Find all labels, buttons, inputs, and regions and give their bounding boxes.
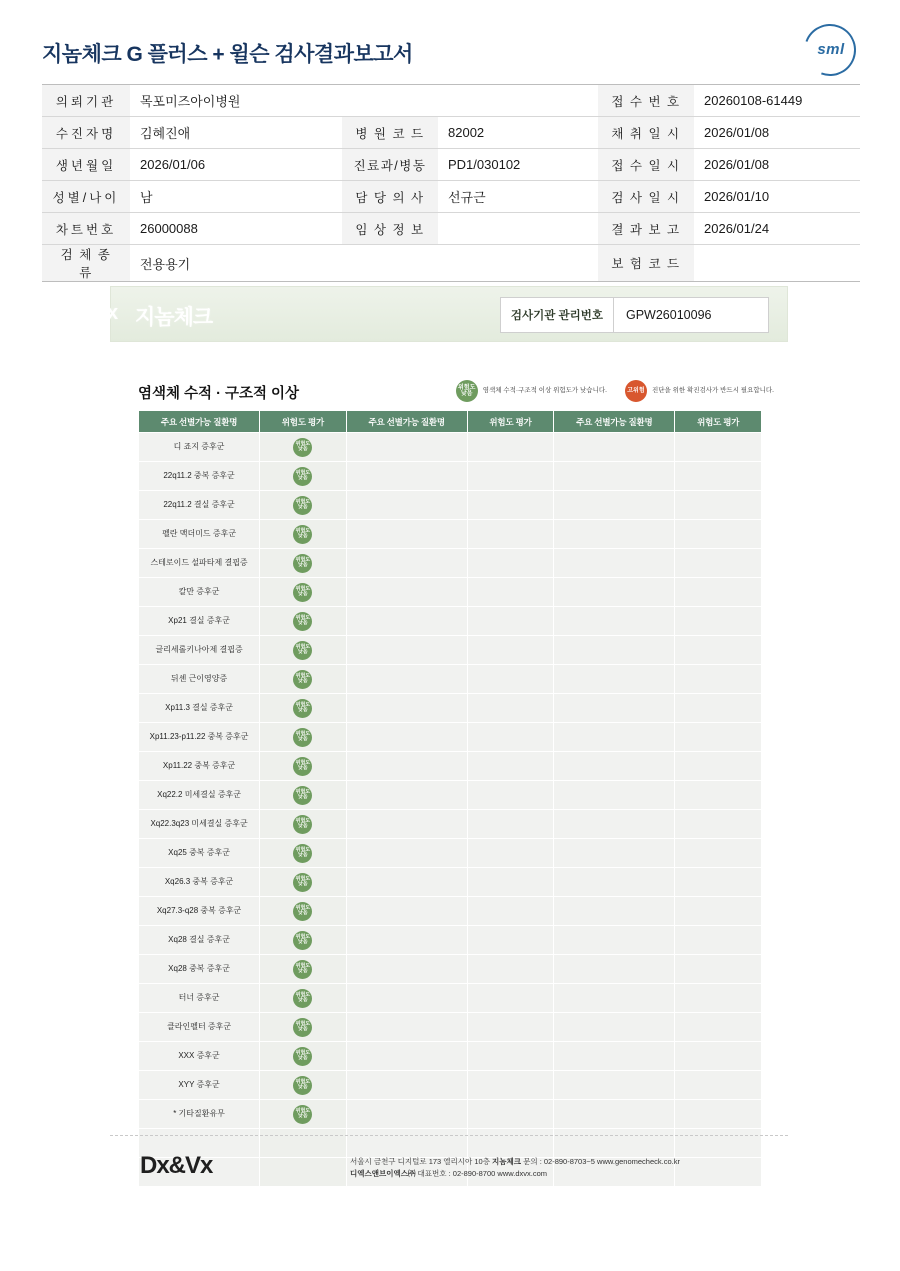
empty-cell <box>346 462 467 491</box>
table-row <box>139 636 762 665</box>
empty-cell <box>467 1071 554 1100</box>
risk-cell <box>260 1042 347 1071</box>
empty-cell <box>675 636 762 665</box>
risk-low-badge-icon: 위험도 낮음 <box>293 902 312 921</box>
empty-cell <box>346 433 467 462</box>
empty-cell <box>554 1013 675 1042</box>
risk-low-badge-icon: 위험도 낮음 <box>293 670 312 689</box>
field-label: 생년월일 <box>42 149 130 181</box>
risk-low-badge-icon: 위험도 낮음 <box>293 467 312 486</box>
risk-low-badge-icon: 위험도 낮음 <box>293 525 312 544</box>
table-row <box>42 213 860 245</box>
risk-cell <box>260 433 347 462</box>
table-header-row <box>139 411 762 433</box>
footer-company-contact: 대표번호 : 02-890-8700 www.dxvx.com <box>415 1169 547 1178</box>
field-value: 전용용기 <box>130 245 598 282</box>
column-header: 주요 선별가능 질환명 <box>346 411 467 433</box>
field-label: 병 원 코 드 <box>342 117 438 149</box>
table-row <box>139 1100 762 1129</box>
risk-low-badge-icon: 위험도 낮음 <box>293 554 312 573</box>
table-row <box>139 1013 762 1042</box>
risk-high-badge-icon: 고위험 <box>625 380 647 402</box>
table-row <box>139 1129 762 1158</box>
empty-cell <box>675 549 762 578</box>
risk-cell <box>260 781 347 810</box>
empty-cell <box>675 781 762 810</box>
footer-contact: 문의 : 02-890-8703~5 www.genomecheck.co.kr <box>523 1157 680 1166</box>
empty-cell <box>467 462 554 491</box>
risk-low-badge-icon: 위험도 낮음 <box>293 728 312 747</box>
empty-cell <box>467 607 554 636</box>
empty-cell <box>675 984 762 1013</box>
empty-cell <box>675 1013 762 1042</box>
empty-cell <box>346 723 467 752</box>
risk-low-badge-icon: 위험도 낮음 <box>293 873 312 892</box>
empty-cell <box>554 549 675 578</box>
table-row <box>139 694 762 723</box>
section-title: 염색체 수적 · 구조적 이상 <box>138 386 300 402</box>
empty-cell <box>554 1129 675 1158</box>
field-label: 진료과/병동 <box>342 149 438 181</box>
table-row <box>139 1042 762 1071</box>
footer-company: 디엑스앤브이엑스㈜ <box>350 1169 416 1178</box>
dxvx-logo: Dx&Vx <box>140 1152 213 1179</box>
empty-cell <box>554 578 675 607</box>
footer-brand-inline: 지놈체크 <box>492 1157 524 1166</box>
disease-name-cell: Xq25 중복 증후군 <box>139 839 260 868</box>
genomecheck-band <box>107 286 788 342</box>
legend-item-low <box>456 380 607 402</box>
disease-name-cell: Xp21 결실 증후군 <box>139 607 260 636</box>
risk-cell <box>260 578 347 607</box>
field-value: 82002 <box>438 117 598 149</box>
disease-name-cell: 22q11.2 결실 증후군 <box>139 491 260 520</box>
empty-cell <box>467 636 554 665</box>
risk-low-badge-icon: 위험도 낮음 <box>293 612 312 631</box>
empty-cell <box>675 1100 762 1129</box>
column-header: 위험도 평가 <box>467 411 554 433</box>
empty-cell <box>346 1071 467 1100</box>
footer-divider <box>110 1135 788 1136</box>
empty-cell <box>346 520 467 549</box>
empty-cell <box>554 897 675 926</box>
risk-cell <box>260 839 347 868</box>
risk-cell <box>260 868 347 897</box>
disease-name-cell: 터너 증후군 <box>139 984 260 1013</box>
empty-cell <box>346 752 467 781</box>
empty-cell <box>467 868 554 897</box>
empty-cell <box>346 926 467 955</box>
field-label: 임 상 정 보 <box>342 213 438 245</box>
field-value: 2026/01/08 <box>694 149 860 181</box>
empty-cell <box>554 955 675 984</box>
field-value: 남 <box>130 181 342 213</box>
empty-cell <box>346 1100 467 1129</box>
empty-cell <box>346 578 467 607</box>
table-row <box>139 462 762 491</box>
management-number-value: GPW26010096 <box>614 298 768 332</box>
risk-low-badge-icon: 위험도 낮음 <box>293 786 312 805</box>
empty-cell <box>346 549 467 578</box>
disease-name-cell: 칼만 증후군 <box>139 578 260 607</box>
field-label: 접 수 번 호 <box>598 85 694 117</box>
empty-cell <box>554 491 675 520</box>
column-header: 주요 선별가능 질환명 <box>139 411 260 433</box>
column-header: 주요 선별가능 질환명 <box>554 411 675 433</box>
table-row <box>139 781 762 810</box>
field-label: 담 당 의 사 <box>342 181 438 213</box>
empty-cell <box>346 868 467 897</box>
table-row <box>42 117 860 149</box>
risk-cell <box>260 1013 347 1042</box>
empty-cell <box>467 1100 554 1129</box>
field-label: 접 수 일 시 <box>598 149 694 181</box>
empty-cell <box>467 752 554 781</box>
empty-cell <box>467 926 554 955</box>
table-row <box>139 984 762 1013</box>
empty-cell <box>467 549 554 578</box>
genomecheck-brand-label: 지놈체크 <box>135 306 213 329</box>
risk-low-badge-icon: 위험도 낮음 <box>293 496 312 515</box>
empty-cell <box>467 578 554 607</box>
risk-low-badge-icon: 위험도 낮음 <box>293 815 312 834</box>
empty-cell <box>675 723 762 752</box>
field-label: 의뢰기관 <box>42 85 130 117</box>
table-row <box>42 181 860 213</box>
field-value <box>438 213 598 245</box>
disease-risk-table <box>138 410 762 1187</box>
empty-cell <box>467 955 554 984</box>
table-row <box>42 245 860 282</box>
empty-cell <box>467 839 554 868</box>
empty-cell <box>346 781 467 810</box>
risk-cell <box>260 897 347 926</box>
empty-cell <box>554 1071 675 1100</box>
column-header: 위험도 평가 <box>675 411 762 433</box>
empty-cell <box>675 810 762 839</box>
risk-cell <box>260 723 347 752</box>
empty-cell <box>346 1013 467 1042</box>
empty-cell <box>467 1042 554 1071</box>
risk-cell <box>260 491 347 520</box>
disease-name-cell: 22q11.2 중복 증후군 <box>139 462 260 491</box>
disease-name-cell: Xq22.2 미세결실 증후군 <box>139 781 260 810</box>
empty-cell <box>554 607 675 636</box>
empty-cell <box>675 607 762 636</box>
empty-cell <box>675 665 762 694</box>
risk-low-badge-icon: 위험도 낮음 <box>293 438 312 457</box>
field-value: 2026/01/06 <box>130 149 342 181</box>
field-label: 보 험 코 드 <box>598 245 694 282</box>
empty-cell <box>467 1129 554 1158</box>
empty-cell <box>467 984 554 1013</box>
empty-cell <box>346 810 467 839</box>
field-label: 성별/나이 <box>42 181 130 213</box>
empty-cell <box>346 665 467 694</box>
logo-text: sml <box>817 41 845 58</box>
empty-cell <box>675 433 762 462</box>
risk-cell <box>260 607 347 636</box>
empty-cell <box>467 491 554 520</box>
disease-name-cell: XXX 증후군 <box>139 1042 260 1071</box>
table-row <box>139 491 762 520</box>
disease-name-cell: Xq22.3q23 미세결실 증후군 <box>139 810 260 839</box>
risk-cell <box>260 752 347 781</box>
risk-low-badge-icon: 위험도 낮음 <box>293 1047 312 1066</box>
field-label: 검 사 일 시 <box>598 181 694 213</box>
risk-cell <box>260 636 347 665</box>
empty-cell <box>675 694 762 723</box>
empty-cell <box>675 1071 762 1100</box>
empty-cell <box>554 926 675 955</box>
risk-low-badge-icon: 위험도 낮음 <box>293 1076 312 1095</box>
empty-cell <box>675 1042 762 1071</box>
empty-cell <box>554 665 675 694</box>
empty-cell <box>467 810 554 839</box>
table-row <box>139 578 762 607</box>
column-header: 위험도 평가 <box>260 411 347 433</box>
risk-cell <box>260 984 347 1013</box>
risk-low-badge-icon: 위험도 낮음 <box>293 1105 312 1124</box>
empty-cell <box>346 955 467 984</box>
disease-name-cell: 클라인펠터 증후군 <box>139 1013 260 1042</box>
empty-cell <box>346 636 467 665</box>
empty-cell <box>346 897 467 926</box>
disease-name-cell: Xp11.3 결실 증후군 <box>139 694 260 723</box>
empty-cell <box>554 433 675 462</box>
table-row <box>139 752 762 781</box>
empty-cell <box>346 607 467 636</box>
empty-cell <box>554 781 675 810</box>
empty-cell <box>467 723 554 752</box>
empty-cell <box>554 868 675 897</box>
field-value: 김혜진애 <box>130 117 342 149</box>
table-row <box>139 868 762 897</box>
disease-name-cell: Xq27.3-q28 중복 증후군 <box>139 897 260 926</box>
empty-cell <box>346 839 467 868</box>
empty-cell <box>675 897 762 926</box>
disease-name-cell: Xp11.23-p11.22 중복 증후군 <box>139 723 260 752</box>
empty-cell <box>346 984 467 1013</box>
risk-cell <box>260 1129 347 1158</box>
field-value: 2026/01/10 <box>694 181 860 213</box>
genomecheck-brand <box>107 301 213 331</box>
empty-cell <box>675 955 762 984</box>
risk-low-badge-icon: 위험도 낮음 <box>293 641 312 660</box>
footer-info <box>350 1156 770 1180</box>
management-number-label: 검사기관 관리번호 <box>501 298 614 332</box>
empty-cell <box>675 491 762 520</box>
disease-name-cell: Xq28 중복 증후군 <box>139 955 260 984</box>
field-value: 2026/01/08 <box>694 117 860 149</box>
risk-low-badge-icon: 위험도 낮음 <box>456 380 478 402</box>
table-row <box>139 926 762 955</box>
empty-cell <box>675 462 762 491</box>
management-number-box <box>500 297 769 333</box>
empty-cell <box>675 839 762 868</box>
empty-cell <box>554 839 675 868</box>
disease-name-cell: XYY 증후군 <box>139 1071 260 1100</box>
empty-cell <box>554 1100 675 1129</box>
empty-cell <box>467 897 554 926</box>
dna-icon: x <box>107 302 118 324</box>
empty-cell <box>467 665 554 694</box>
table-row <box>139 723 762 752</box>
risk-cell <box>260 810 347 839</box>
empty-cell <box>346 1042 467 1071</box>
legend-text-high: 진단을 위한 확진검사가 반드시 필요합니다. <box>651 386 774 394</box>
field-value: 26000088 <box>130 213 342 245</box>
field-value <box>694 245 860 282</box>
risk-low-badge-icon: 위험도 낮음 <box>293 583 312 602</box>
empty-cell <box>467 520 554 549</box>
legend-text-low: 염색체 수적·구조적 이상 위험도가 낮습니다. <box>482 386 607 394</box>
risk-cell <box>260 549 347 578</box>
table-row <box>139 520 762 549</box>
risk-cell <box>260 665 347 694</box>
empty-cell <box>554 1042 675 1071</box>
field-label: 수진자명 <box>42 117 130 149</box>
patient-info-table <box>42 84 860 282</box>
empty-cell <box>675 578 762 607</box>
risk-low-badge-icon: 위험도 낮음 <box>293 844 312 863</box>
table-row <box>139 897 762 926</box>
footer-line-1 <box>350 1156 770 1168</box>
empty-cell <box>346 694 467 723</box>
disease-name-cell: Xq28 결실 증후군 <box>139 926 260 955</box>
empty-cell <box>554 694 675 723</box>
empty-cell <box>554 520 675 549</box>
field-value: 목포미즈아이병원 <box>130 85 598 117</box>
field-label: 차트번호 <box>42 213 130 245</box>
disease-name-cell: Xq26.3 중복 증후군 <box>139 868 260 897</box>
field-label: 채 취 일 시 <box>598 117 694 149</box>
empty-cell <box>554 462 675 491</box>
risk-low-badge-icon: 위험도 낮음 <box>293 757 312 776</box>
risk-cell <box>260 520 347 549</box>
empty-cell <box>675 1129 762 1158</box>
field-value: 2026/01/24 <box>694 213 860 245</box>
field-label: 검 체 종 류 <box>42 245 130 282</box>
risk-cell <box>260 955 347 984</box>
disease-name-cell: 스테로이드 설파타제 결핍증 <box>139 549 260 578</box>
empty-cell <box>675 868 762 897</box>
risk-low-badge-icon: 위험도 낮음 <box>293 960 312 979</box>
empty-cell <box>346 1129 467 1158</box>
footer-line-2 <box>350 1168 770 1180</box>
risk-low-badge-icon: 위험도 낮음 <box>293 1018 312 1037</box>
legend-item-high <box>625 380 774 402</box>
table-row <box>42 149 860 181</box>
table-row <box>139 607 762 636</box>
empty-cell <box>675 520 762 549</box>
field-label: 결 과 보 고 <box>598 213 694 245</box>
table-row <box>139 955 762 984</box>
results-panel <box>110 342 788 1142</box>
field-value: 20260108-61449 <box>694 85 860 117</box>
table-row <box>139 433 762 462</box>
empty-cell <box>675 926 762 955</box>
risk-cell <box>260 1100 347 1129</box>
table-row <box>139 549 762 578</box>
empty-cell <box>467 1013 554 1042</box>
empty-cell <box>554 636 675 665</box>
table-row <box>139 1071 762 1100</box>
risk-cell <box>260 694 347 723</box>
disease-name-cell: * 기타질환유무 <box>139 1100 260 1129</box>
empty-cell <box>554 984 675 1013</box>
empty-cell <box>467 781 554 810</box>
risk-cell <box>260 1158 347 1187</box>
table-row <box>139 839 762 868</box>
risk-low-badge-icon: 위험도 낮음 <box>293 699 312 718</box>
empty-cell <box>554 752 675 781</box>
page-title: 지놈체크 G 플러스 + 윌슨 검사결과보고서 <box>42 43 413 66</box>
risk-cell <box>260 1071 347 1100</box>
risk-cell <box>260 462 347 491</box>
risk-cell <box>260 926 347 955</box>
empty-cell <box>467 694 554 723</box>
field-value: PD1/030102 <box>438 149 598 181</box>
disease-name-cell: 펠란 맥더미드 증후군 <box>139 520 260 549</box>
disease-name-cell: 디 죠지 증후군 <box>139 433 260 462</box>
empty-cell <box>554 810 675 839</box>
legend <box>456 380 774 402</box>
disease-name-cell: 글리세롤키나아제 결핍증 <box>139 636 260 665</box>
empty-cell <box>467 433 554 462</box>
table-row <box>42 85 860 117</box>
table-row <box>139 810 762 839</box>
table-row <box>139 665 762 694</box>
empty-cell <box>346 491 467 520</box>
risk-low-badge-icon: 위험도 낮음 <box>293 989 312 1008</box>
sml-logo <box>800 24 862 74</box>
empty-cell <box>675 752 762 781</box>
field-value: 선규근 <box>438 181 598 213</box>
disease-name-cell: 뒤셴 근이영양증 <box>139 665 260 694</box>
footer-address: 서울시 금천구 디지털로 173 엘리시아 10층 <box>350 1157 493 1166</box>
empty-cell <box>554 723 675 752</box>
risk-low-badge-icon: 위험도 낮음 <box>293 931 312 950</box>
disease-name-cell: Xp11.22 중복 증후군 <box>139 752 260 781</box>
